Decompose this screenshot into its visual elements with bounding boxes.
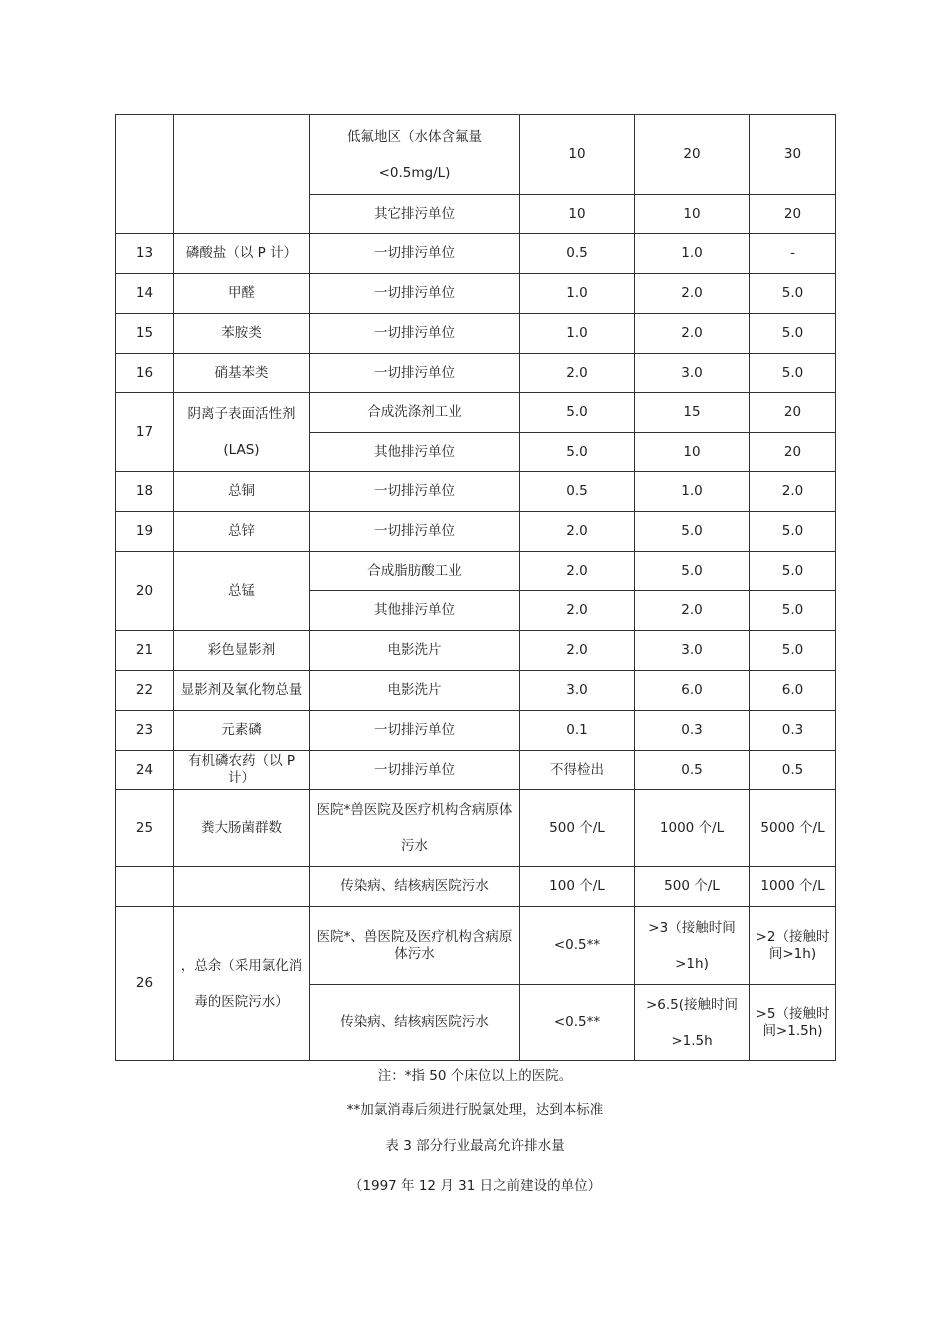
table-cell: 13 [116,234,174,274]
table-cell: 2.0 [635,314,750,354]
table-cell: 1000 个/L [750,867,836,907]
table-cell: 23 [116,711,174,751]
table-cell: ，总余（采用氯化消毒的医院污水） [174,907,310,1061]
table-cell: 16 [116,354,174,393]
table-cell: 彩色显影剂 [174,631,310,671]
table-row [116,867,836,907]
table-cell: 苯胺类 [174,314,310,354]
table-cell: 5.0 [750,591,836,631]
table-cell: 一切排污单位 [310,314,520,354]
table-cell: 硝基苯类 [174,354,310,393]
table-cell: 0.5 [520,472,635,512]
table-cell: 元素磷 [174,711,310,751]
table-cell: 不得检出 [520,751,635,790]
table-cell: 20 [750,195,836,234]
table-cell: - [750,234,836,274]
table-cell: 5.0 [750,552,836,591]
table3-title: 表 3 部分行业最高允许排水量 [385,1138,565,1154]
table-row [116,393,836,433]
table-cell: 10 [520,195,635,234]
table-cell: 20 [750,393,836,433]
table-cell: 20 [635,115,750,195]
table-cell [174,867,310,907]
table-row [116,115,836,195]
table-cell: >2（接触时间>1h) [750,907,836,985]
table-row [116,790,836,867]
table-cell: 医院*兽医院及医疗机构含病原体污水 [310,790,520,867]
table-cell: 500 个/L [635,867,750,907]
table-cell: 2.0 [520,512,635,552]
table-row [116,354,836,393]
table-cell: 一切排污单位 [310,512,520,552]
table-cell: 其他排污单位 [310,433,520,472]
table-cell: 5.0 [750,274,836,314]
table-cell: 6.0 [635,671,750,711]
table-row [116,472,836,512]
table-row [116,552,836,591]
table-cell: 一切排污单位 [310,354,520,393]
table-cell: 20 [116,552,174,631]
table-cell: 2.0 [520,631,635,671]
table-cell [174,115,310,234]
table-cell: >6.5(接触时间>1.5h [635,985,750,1061]
table-cell: 传染病、结核病医院污水 [310,985,520,1061]
table-cell: 医院*、兽医院及医疗机构含病原体污水 [310,907,520,985]
table-row [116,234,836,274]
note-bed-count: 注：*指 50 个床位以上的医院。 [377,1068,573,1084]
table-cell: 10 [520,115,635,195]
table-cell: 5.0 [750,512,836,552]
table-cell: 5000 个/L [750,790,836,867]
table-cell: 1.0 [520,314,635,354]
table-cell: 5.0 [750,314,836,354]
table-cell: 10 [635,433,750,472]
table-cell: 15 [635,393,750,433]
table-cell: 一切排污单位 [310,472,520,512]
table-cell: 电影洗片 [310,671,520,711]
table-cell: 一切排污单位 [310,711,520,751]
table-cell: 低氟地区（水体含氟量<0.5mg/L) [310,115,520,195]
table-cell: 1.0 [635,234,750,274]
table-row [116,751,836,790]
table3-subtitle: （1997 年 12 月 31 日之前建设的单位） [348,1178,602,1194]
table-cell: 其他排污单位 [310,591,520,631]
table-cell [116,115,174,234]
table-cell: 5.0 [750,354,836,393]
discharge-standards-table [115,114,836,1061]
table-cell: 5.0 [635,552,750,591]
table-cell: 26 [116,907,174,1061]
table-cell: 1000 个/L [635,790,750,867]
table-cell: 1.0 [520,274,635,314]
table-cell: 14 [116,274,174,314]
table-cell: 5.0 [520,393,635,433]
table-cell: <0.5** [520,985,635,1061]
table-cell: 22 [116,671,174,711]
table-cell: 3.0 [635,631,750,671]
table-cell: 2.0 [520,552,635,591]
table-cell: 10 [635,195,750,234]
table-cell: 0.5 [635,751,750,790]
table-cell: 其它排污单位 [310,195,520,234]
table-cell: >5（接触时间>1.5h) [750,985,836,1061]
table-cell: 一切排污单位 [310,751,520,790]
table-cell: 0.3 [635,711,750,751]
table-cell: 20 [750,433,836,472]
table-cell: 18 [116,472,174,512]
table-cell: 25 [116,790,174,867]
table-cell: 一切排污单位 [310,274,520,314]
table-cell: 显影剂及氧化物总量 [174,671,310,711]
table-cell: 24 [116,751,174,790]
table-row [116,512,836,552]
table-cell: 3.0 [520,671,635,711]
table-cell: 2.0 [520,354,635,393]
table-row [116,711,836,751]
table-cell: 一切排污单位 [310,234,520,274]
table-cell: 0.5 [520,234,635,274]
table-cell: 3.0 [635,354,750,393]
table-cell: 合成洗涤剂工业 [310,393,520,433]
table-cell: 0.5 [750,751,836,790]
table-row [116,314,836,354]
table-cell: 5.0 [520,433,635,472]
table-cell: 总锌 [174,512,310,552]
table-cell: 5.0 [750,631,836,671]
table-cell: 2.0 [520,591,635,631]
table-row [116,671,836,711]
table-cell: 总锰 [174,552,310,631]
table-cell: 1.0 [635,472,750,512]
table-cell: 2.0 [635,591,750,631]
table-cell: 0.3 [750,711,836,751]
note-dechlorination: **加氯消毒后须进行脱氯处理，达到本标准 [346,1102,604,1118]
table-row [116,907,836,985]
table-cell: 15 [116,314,174,354]
table-cell: 总铜 [174,472,310,512]
table-cell: 5.0 [635,512,750,552]
table-cell: 阴离子表面活性剂(LAS) [174,393,310,472]
table-cell: 19 [116,512,174,552]
table-cell: 6.0 [750,671,836,711]
table-cell: 0.1 [520,711,635,751]
table-cell: 2.0 [635,274,750,314]
table-row [116,274,836,314]
table-cell: 粪大肠菌群数 [174,790,310,867]
table-cell: <0.5** [520,907,635,985]
table-cell: 合成脂肪酸工业 [310,552,520,591]
table-cell: 甲醛 [174,274,310,314]
table-cell: 30 [750,115,836,195]
table-cell [116,867,174,907]
table-cell: 传染病、结核病医院污水 [310,867,520,907]
table-cell: 2.0 [750,472,836,512]
table-cell: 500 个/L [520,790,635,867]
table-cell: 有机磷农药（以 P 计） [174,751,310,790]
table-cell: 磷酸盐（以 P 计） [174,234,310,274]
table-cell: 电影洗片 [310,631,520,671]
table-cell: 17 [116,393,174,472]
table-cell: 100 个/L [520,867,635,907]
table-cell: >3（接触时间>1h) [635,907,750,985]
table-row [116,631,836,671]
table-cell: 21 [116,631,174,671]
